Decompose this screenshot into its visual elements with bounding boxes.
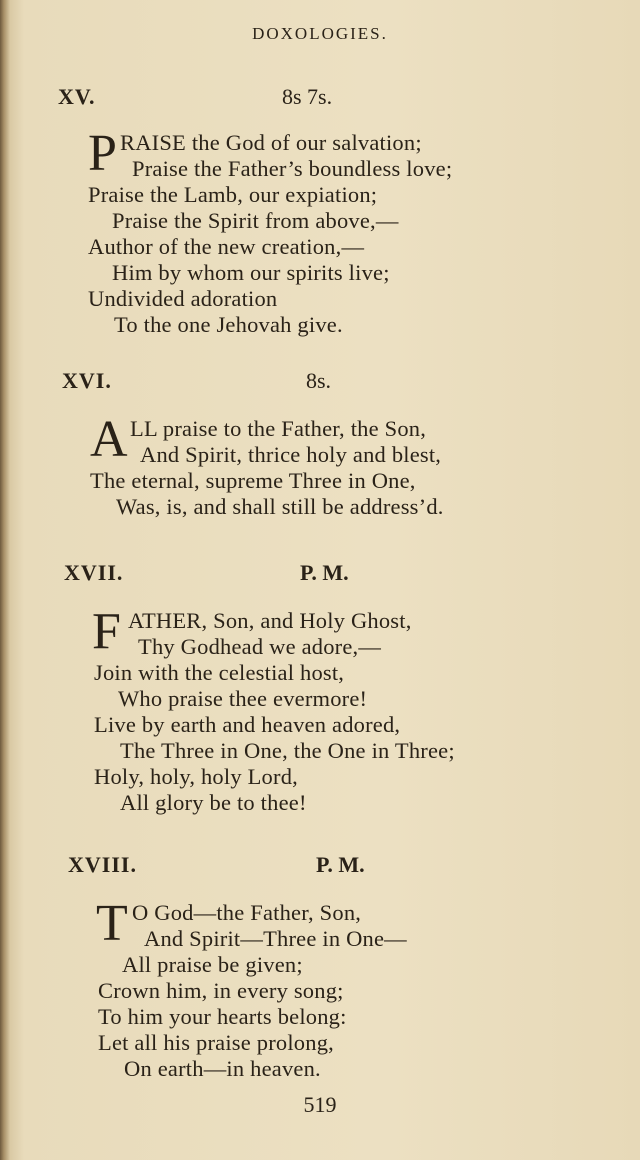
hymn-number: XVII. (64, 560, 124, 585)
drop-cap: P (88, 125, 117, 182)
hymn-number: XVI. (62, 368, 112, 393)
verse-line: Thy Godhead we adore,— (138, 634, 382, 659)
verse-line: To the one Jehovah give. (114, 312, 343, 337)
verse-line: Live by earth and heaven adored, (94, 712, 401, 737)
verse-line: ATHER, Son, and Holy Ghost, (128, 608, 412, 633)
verse-line: Praise the Lamb, our expiation; (88, 182, 378, 207)
hymn-meter: 8s 7s. (282, 84, 333, 109)
verse-line: Join with the celestial host, (94, 660, 345, 685)
verse-line: And Spirit, thrice holy and blest, (140, 442, 442, 467)
running-head: DOXOLOGIES. (252, 24, 388, 43)
verse-line: The Three in One, the One in Three; (120, 738, 455, 763)
verse-line: LL praise to the Father, the Son, (130, 416, 427, 441)
verse-line: Author of the new creation,— (88, 234, 365, 259)
verse-line: Was, is, and shall still be address’d. (116, 494, 444, 519)
verse-line: Let all his praise prolong, (98, 1030, 334, 1055)
drop-cap: T (96, 895, 128, 952)
verse-line: RAISE the God of our salvation; (120, 130, 422, 155)
verse-line: Him by whom our spirits live; (112, 260, 390, 285)
verse-line: Who praise thee evermore! (118, 686, 368, 711)
drop-cap: A (90, 411, 128, 468)
hymn-meter: 8s. (306, 368, 332, 393)
drop-cap: F (92, 603, 121, 660)
verse-line: Undivided adoration (88, 286, 278, 311)
verse-line: All glory be to thee! (120, 790, 307, 815)
verse-line: Praise the Father’s boundless love; (132, 156, 453, 181)
verse-line: Praise the Spirit from above,— (112, 208, 399, 233)
verse-line: O God—the Father, Son, (132, 900, 362, 925)
hymn-number: XV. (58, 84, 96, 109)
hymn-meter: P. M. (316, 852, 365, 877)
verse-line: On earth—in heaven. (124, 1056, 321, 1081)
verse-line: All praise be given; (122, 952, 303, 977)
verse-line: And Spirit—Three in One— (144, 926, 407, 951)
verse-line: Holy, holy, holy Lord, (94, 764, 298, 789)
verse-line: The eternal, supreme Three in One, (90, 468, 416, 493)
hymn-meter: P. M. (300, 560, 349, 585)
verse-line: To him your hearts belong: (98, 1004, 347, 1029)
page-number: 519 (303, 1092, 337, 1117)
verse-line: Crown him, in every song; (98, 978, 344, 1003)
hymn-number: XVIII. (68, 852, 137, 877)
